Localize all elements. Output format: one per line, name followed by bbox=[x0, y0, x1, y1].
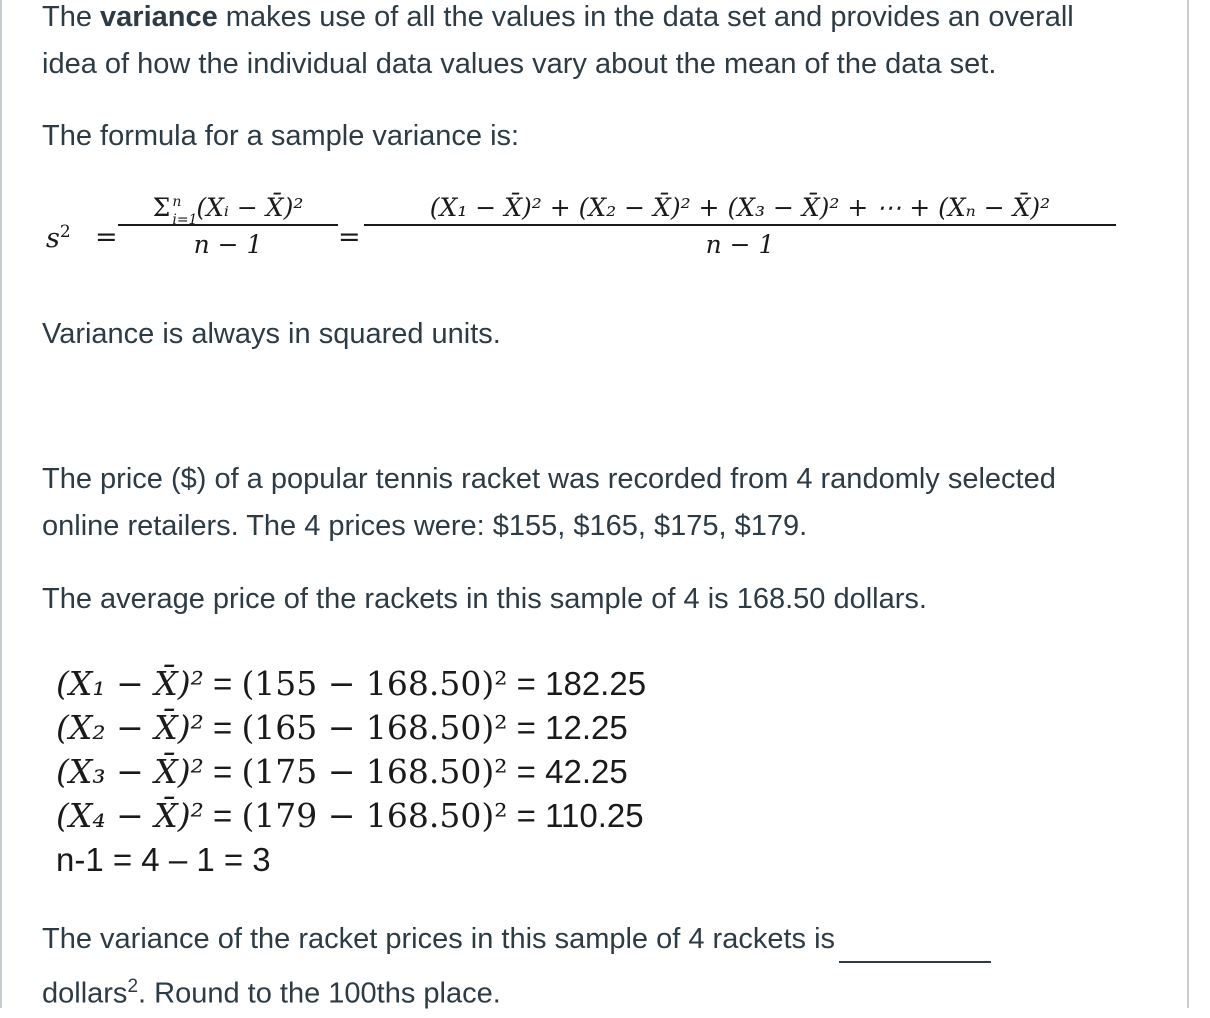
formula-equals-1: = bbox=[95, 222, 118, 253]
calc-row: (X₃ − X̄)² = (175 − 168.50)² = 42.25 bbox=[56, 752, 628, 791]
question-line-1: The variance of the racket prices in this sample of 4 rackets is bbox=[42, 916, 991, 963]
summation-fraction: Σ n i=1 (Xᵢ − X̄)² n − 1 bbox=[118, 192, 338, 264]
average-statement: The average price of the rackets in this sample of 4 is 168.50 dollars. bbox=[42, 583, 927, 615]
intro-line-2: idea of how the individual data values vary about the mean of the data set. bbox=[42, 48, 997, 80]
intro-line-1: The variance makes use of all the values in the data set and provides an overall bbox=[42, 1, 1074, 33]
expanded-fraction: (X₁ − X̄)² + (X₂ − X̄)² + (X₃ − X̄)² + ⋯ + (Xₙ − X̄)² n − 1 bbox=[364, 192, 1116, 264]
deviation-calculations bbox=[56, 662, 646, 882]
question-line-2: dollars$^2$. Round to the 100ths place. bbox=[42, 976, 501, 1010]
units-note: Variance is always in squared units. bbox=[42, 318, 501, 350]
answer-blank[interactable] bbox=[839, 931, 991, 963]
formula-lhs: $s^2$ bbox=[46, 222, 71, 254]
problem-line-2: online retailers. The 4 prices were: $155, $165, $175, $179. bbox=[42, 510, 808, 542]
calc-row: (X₁ − X̄)² = (155 − 168.50)² = 182.25 bbox=[56, 664, 647, 703]
problem-line-1: The price ($) of a popular tennis racket was recorded from 4 randomly selected bbox=[42, 463, 1056, 495]
formula-intro: The formula for a sample variance is: bbox=[42, 120, 520, 152]
n-minus-1-calc: n-1 = 4 – 1 = 3 bbox=[56, 841, 271, 878]
calc-row: (X₄ − X̄)² = (179 − 168.50)² = 110.25 bbox=[56, 796, 644, 835]
variance-term: variance bbox=[100, 1, 218, 33]
calc-row: (X₂ − X̄)² = (165 − 168.50)² = 12.25 bbox=[56, 708, 628, 747]
formula-equals-2: = bbox=[338, 222, 361, 253]
